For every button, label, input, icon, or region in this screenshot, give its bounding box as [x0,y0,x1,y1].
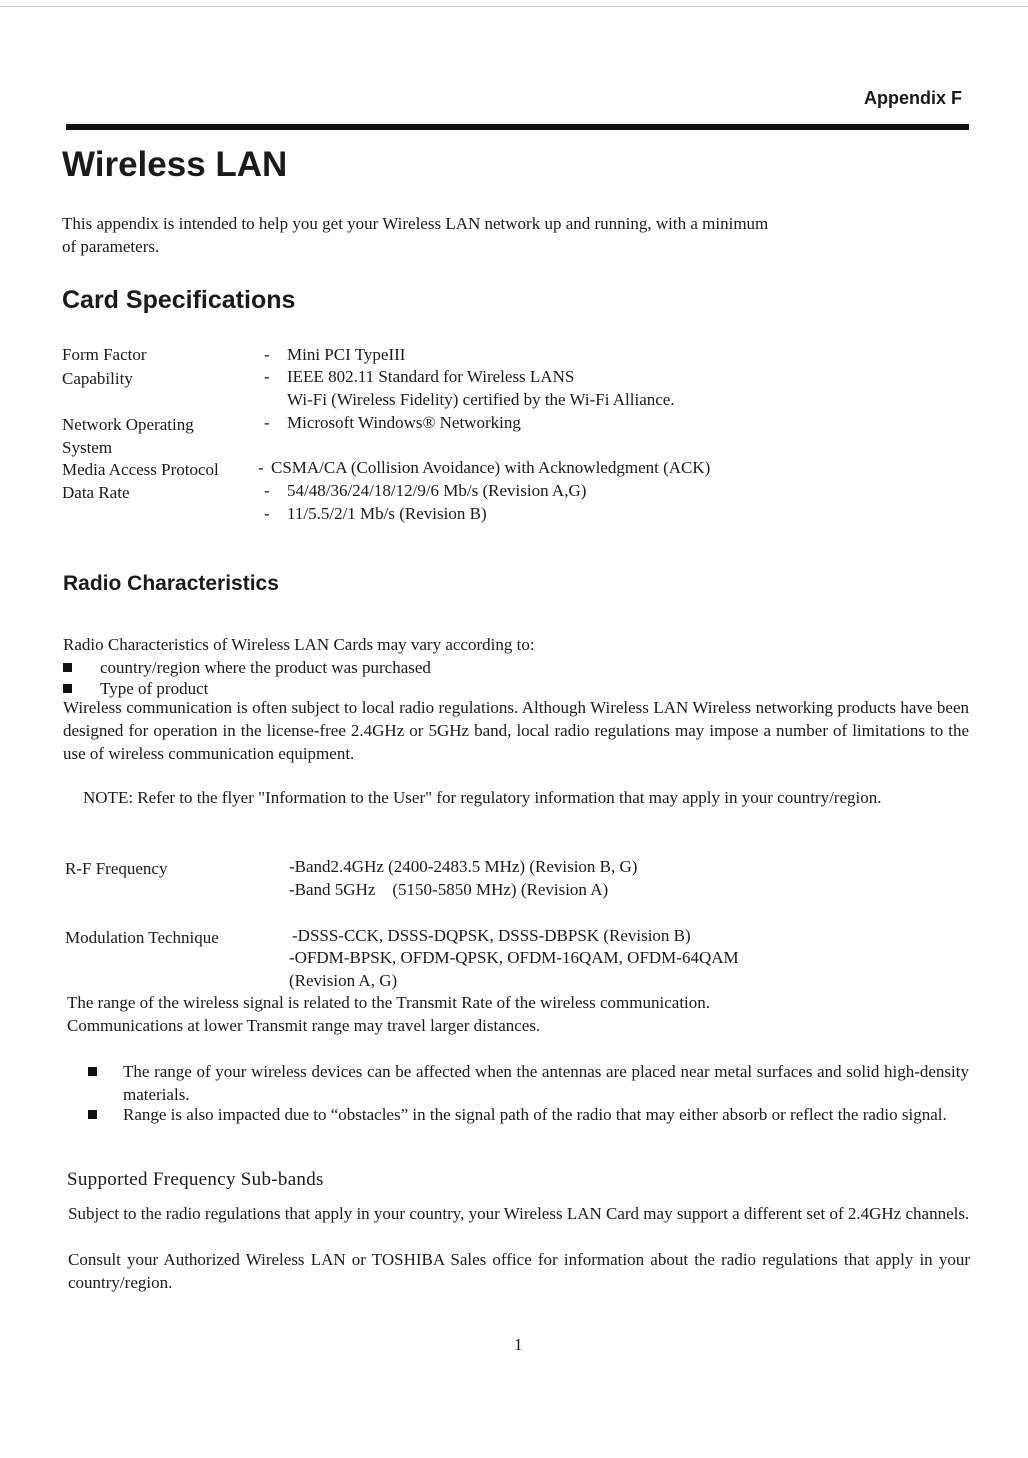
page-title: Wireless LAN [62,145,288,184]
list-item-text: country/region where the product was purchased [100,658,431,677]
spec-dash: - [264,413,270,432]
spec-label: Form Factor [62,345,147,364]
note-paragraph: NOTE: Refer to the flyer "Information to the User" for regulatory information that may apply in your country/region. [83,788,882,807]
square-bullet-icon [88,1067,97,1076]
scan-top-edge [0,6,1028,7]
modulation-value: -OFDM-BPSK, OFDM-QPSK, OFDM-16QAM, OFDM-64QAM [289,948,739,967]
spec-label: Capability [62,369,133,388]
square-bullet-icon [63,684,72,693]
spec-dash: - [258,458,264,477]
radio-intro: Radio Characteristics of Wireless LAN Cards may vary according to: [63,635,535,654]
modulation-value: (Revision A, G) [289,971,398,990]
rf-frequency-value: -Band2.4GHz (2400-2483.5 MHz) (Revision B, G) [289,857,638,876]
subbands-paragraph: Consult your Authorized Wireless LAN or TOSHIBA Sales office for information about the radio regulations that apply in your country/region. [68,1250,970,1292]
list-item [88,1103,969,1126]
spec-value: Mini PCI TypeIII [287,345,406,364]
spec-value: Microsoft Windows® Networking [287,413,521,432]
spec-label: Data Rate [62,483,130,502]
spec-dash: - [264,481,270,500]
range-line: Communications at lower Transmit range may travel larger distances. [67,1016,541,1035]
rf-frequency-label: R-F Frequency [65,859,168,878]
square-bullet-icon [88,1110,97,1119]
subbands-paragraph: Subject to the radio regulations that apply in your country, your Wireless LAN Card may support a different set of 2.4GHz channels. [68,1204,970,1223]
range-paragraph [67,991,967,1037]
intro-paragraph: This appendix is intended to help you get your Wireless LAN network up and running, with a minimum of parameters. [62,214,769,256]
spec-value: 54/48/36/24/18/12/9/6 Mb/s (Revision A,G) [287,481,587,500]
spec-value: CSMA/CA (Collision Avoidance) with Acknowledgment (ACK) [271,458,711,477]
radio-characteristics-heading: Radio Characteristics [63,572,279,595]
spec-value: Wi-Fi (Wireless Fidelity) certified by the Wi-Fi Alliance. [287,390,675,409]
spec-label: Network Operating System [62,415,194,457]
modulation-value: -DSSS-CCK, DSSS-DQPSK, DSSS-DBPSK (Revision B) [292,926,691,945]
appendix-label: Appendix F [864,88,962,108]
list-item-text: Range is also impacted due to “obstacles” in the signal path of the radio that may either absorb or reflect the radio signal. [123,1105,947,1124]
page-number: 1 [514,1335,523,1354]
spec-value: 11/5.5/2/1 Mb/s (Revision B) [287,504,487,523]
modulation-technique-label: Modulation Technique [65,928,219,947]
card-specifications-heading: Card Specifications [62,286,296,314]
range-line: The range of the wireless signal is related to the Transmit Rate of the wireless communication. [67,993,711,1012]
rf-frequency-value: -Band 5GHz (5150-5850 MHz) (Revision A) [289,880,609,899]
subbands-heading: Supported Frequency Sub-bands [67,1169,324,1190]
header-rule [66,124,969,130]
spec-label: Media Access Protocol [62,460,219,479]
spec-dash: - [264,345,270,364]
square-bullet-icon [63,663,72,672]
spec-dash: - [264,504,270,523]
list-item-text: Type of product [100,679,209,698]
list-item [88,1060,969,1106]
regulations-paragraph: Wireless communication is often subject to local radio regulations. Although Wireless LAN Wireless networking products have been designed for operation in the license-free 2.4GHz or 5GHz band, local radio regulations may impose a number of limitations to the use of wireless communication equipment. [63,698,969,763]
list-item-text: The range of your wireless devices can be affected when the antennas are placed near metal surfaces and solid high-density materials. [123,1062,969,1104]
spec-value: IEEE 802.11 Standard for Wireless LANS [287,367,575,386]
spec-dash: - [264,367,270,386]
list-item [63,656,431,679]
